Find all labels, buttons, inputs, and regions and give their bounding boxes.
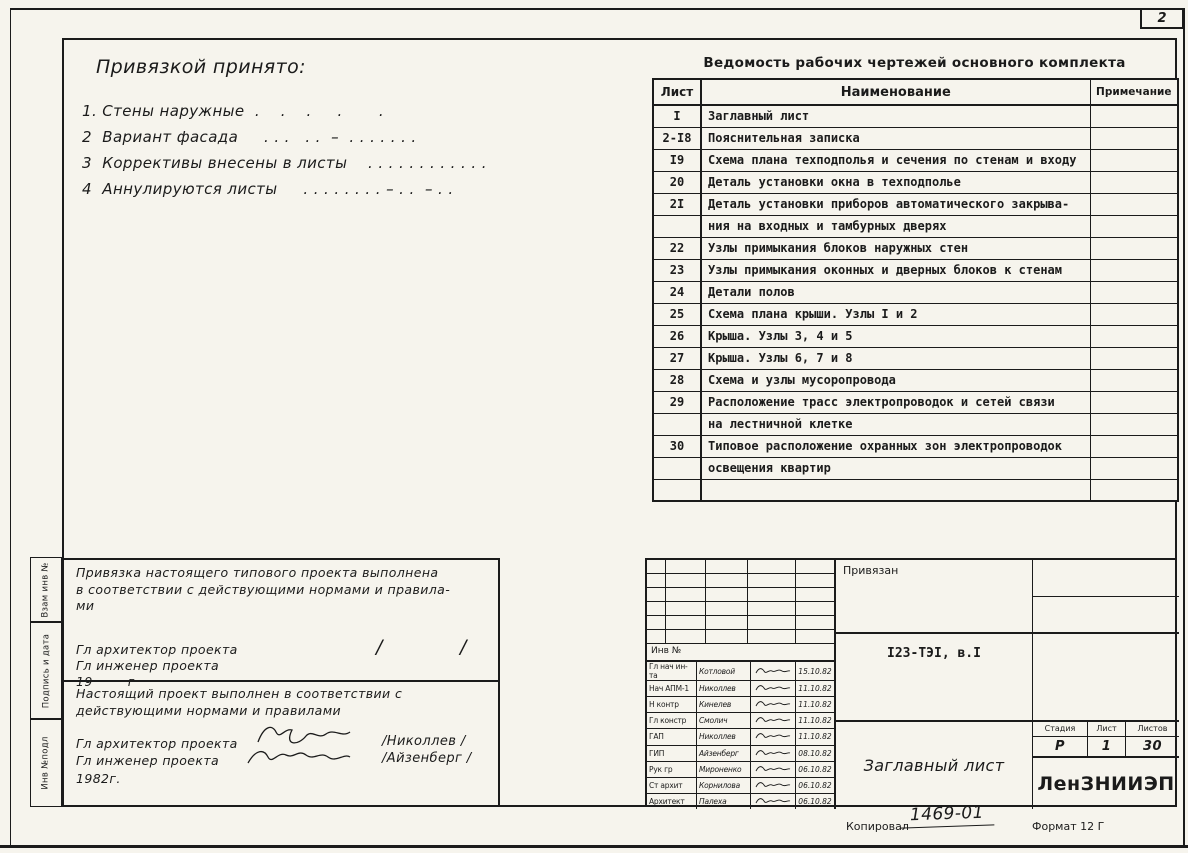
- cell-sheet: I9: [653, 149, 701, 171]
- cell-name: Пояснительная записка: [701, 127, 1090, 149]
- cell-name: Схема плана техподполья и сечения по стенам и входу: [701, 149, 1090, 171]
- cell-name: Детали полов: [701, 281, 1090, 303]
- cell-note: [1090, 303, 1178, 325]
- cell-note: [1090, 105, 1178, 127]
- sheet-number-box: [1140, 8, 1184, 29]
- cell-note: [1090, 435, 1178, 457]
- stamp-signature-row: [647, 794, 834, 809]
- signature-icon: [751, 729, 796, 744]
- table-row: [653, 237, 1178, 259]
- name-label: Палеха: [697, 794, 751, 809]
- cell-note: [1090, 479, 1178, 501]
- cell-name: ния на входных и тамбурных дверях: [701, 215, 1090, 237]
- table-row: [653, 435, 1178, 457]
- role-label: Гл констр: [647, 713, 697, 728]
- name-label: Котловой: [697, 662, 751, 680]
- stage-value-cell: 1: [1088, 737, 1126, 756]
- signature-icon: [751, 713, 796, 728]
- cell-sheet: 22: [653, 237, 701, 259]
- stage-header-cell: Лист: [1088, 722, 1126, 736]
- project-code: I23-ТЭI, в.I: [887, 646, 981, 661]
- cell-name: [701, 479, 1090, 501]
- cell-name: Схема и узлы мусоропровода: [701, 369, 1090, 391]
- signature-icon: [751, 697, 796, 712]
- table-row: [653, 105, 1178, 127]
- doc-number: 1469-01: [900, 802, 995, 828]
- name-label: Смолич: [697, 713, 751, 728]
- cell-note: [1090, 237, 1178, 259]
- name-label: Николлев: [697, 681, 751, 696]
- stamp-signature-row: [647, 762, 834, 778]
- role-label: Н контр: [647, 697, 697, 712]
- table-row: [653, 369, 1178, 391]
- role-label: ГАП: [647, 729, 697, 744]
- stage-header-cell: Листов: [1137, 724, 1168, 733]
- date-label: 11.10.82: [798, 700, 832, 710]
- signature-icon: [751, 662, 796, 680]
- table-row: [653, 457, 1178, 479]
- organization-name: ЛенЗНИИЭП: [1037, 772, 1175, 795]
- date-label: 11.10.82: [798, 732, 832, 742]
- cell-name: на лестничной клетке: [701, 413, 1090, 435]
- name-label: Николлев: [697, 729, 751, 744]
- cell-sheet: 26: [653, 325, 701, 347]
- table-row: [653, 303, 1178, 325]
- stamp-signature-row: [647, 778, 834, 794]
- format-label: Формат 12 Г: [1032, 820, 1105, 833]
- cell-note: [1090, 171, 1178, 193]
- note-item: 1. Стены наружные . . . . .: [82, 102, 385, 120]
- role-label: Ст архит: [647, 778, 697, 793]
- architect-name: /Николлев /: [382, 734, 466, 749]
- role-label: ГИП: [647, 746, 697, 761]
- cell-sheet: [653, 413, 701, 435]
- cell-sheet: 30: [653, 435, 701, 457]
- role-architect-label: Гл архитектор проекта: [76, 642, 238, 657]
- cell-sheet: 24: [653, 281, 701, 303]
- table-row: [653, 281, 1178, 303]
- approval-statement-1: [76, 565, 450, 615]
- register-header-row: [653, 79, 1178, 105]
- role-architect-label: Гл архитектор проекта: [76, 736, 238, 751]
- cell-note: [1090, 127, 1178, 149]
- copied-label: Копировал: [846, 820, 909, 833]
- outer-border-top: [10, 8, 1184, 10]
- cell-sheet: 27: [653, 347, 701, 369]
- table-row: [653, 171, 1178, 193]
- cell-name: Расположение трасс электропроводок и сетей связи: [701, 391, 1090, 413]
- cell-sheet: 29: [653, 391, 701, 413]
- cell-name: Узлы примыкания блоков наружных стен: [701, 237, 1090, 259]
- approval-statement-2: [76, 686, 402, 719]
- stage-header-cell: Стадия: [1033, 722, 1088, 736]
- note-item: 4 Аннулируются листы . . . . . . . . – . . – . .: [82, 180, 454, 198]
- date-label: 11.10.82: [798, 716, 832, 726]
- table-row: [653, 347, 1178, 369]
- pasted-label: Привязан: [843, 564, 899, 577]
- table-row: [653, 149, 1178, 171]
- statement-line: в соответствии с действующими нормами и правила-: [76, 581, 451, 597]
- inventory-label: Инв №: [651, 646, 682, 656]
- signature-icon: [751, 778, 796, 793]
- cell-name: Заглавный лист: [701, 105, 1090, 127]
- cell-note: [1090, 347, 1178, 369]
- register-col-name: Наименование: [701, 79, 1090, 105]
- cell-note: [1090, 413, 1178, 435]
- date-label: 06.10.82: [798, 764, 832, 774]
- stamp-signature-row: [647, 681, 834, 697]
- year-label: 1982г.: [76, 771, 121, 786]
- register-title: Ведомость рабочих чертежей основного комплекта: [703, 55, 1126, 71]
- role-label: Нач АПМ-1: [647, 681, 697, 696]
- side-label-text: Подпись и дата: [41, 633, 52, 708]
- cell-name: Узлы примыкания оконных и дверных блоков к стенам: [701, 259, 1090, 281]
- inventory-row: [647, 644, 834, 662]
- sheet-number: 2: [1157, 11, 1167, 26]
- cell-note: [1090, 391, 1178, 413]
- cell-name: освещения квартир: [701, 457, 1090, 479]
- cell-name: Типовое расположение охранных зон электропроводок: [701, 435, 1090, 457]
- role-label: Рук гр: [647, 762, 697, 777]
- statement-line: Привязка настоящего типового проекта выполнена: [76, 565, 439, 580]
- stage-value-cell: Р: [1033, 737, 1088, 756]
- cell-name: Крыша. Узлы 6, 7 и 8: [701, 347, 1090, 369]
- outer-border-right: [1183, 8, 1185, 846]
- side-label-text: Инв №подл: [41, 736, 51, 790]
- stamp-signature-row: [647, 713, 834, 729]
- notes-title: Привязкой принято:: [96, 56, 306, 78]
- role-label: Гл нач ин-та: [647, 662, 697, 680]
- cell-note: [1090, 325, 1178, 347]
- cell-note: [1090, 259, 1178, 281]
- stamp-divider: [836, 632, 1179, 634]
- side-label-inv-podl: [30, 719, 62, 807]
- table-row: [653, 325, 1178, 347]
- cell-note: [1090, 193, 1178, 215]
- stamp-signature-row: [647, 662, 834, 681]
- stage-values: [1033, 737, 1179, 758]
- date-label: 15.10.82: [798, 666, 832, 676]
- signature-table: [647, 662, 834, 809]
- cell-sheet: [653, 457, 701, 479]
- cell-name: Деталь установки приборов автоматического закрыва-: [701, 193, 1090, 215]
- cell-sheet: 25: [653, 303, 701, 325]
- side-label-vzam-inv: [30, 557, 62, 622]
- note-item: 2 Вариант фасада . . . . . – . . . . . . .: [82, 128, 417, 146]
- name-label: Айзенберг: [697, 746, 751, 761]
- stamp-divider: [1033, 596, 1179, 597]
- statement-line: Настоящий проект выполнен в соответствии с: [76, 686, 403, 701]
- cell-note: [1090, 281, 1178, 303]
- signature-icon: [751, 681, 796, 696]
- note-item: 3 Коррективы внесены в листы . . . . . . . . . . . .: [82, 154, 487, 172]
- signature-slash: /: [460, 636, 467, 658]
- register-col-sheet: Лист: [653, 79, 701, 105]
- cell-sheet: 23: [653, 259, 701, 281]
- name-label: Кинелев: [697, 697, 751, 712]
- table-row: [653, 259, 1178, 281]
- cell-sheet: I: [653, 105, 701, 127]
- divider-line: [64, 680, 498, 682]
- cell-sheet: 28: [653, 369, 701, 391]
- cell-note: [1090, 149, 1178, 171]
- cell-sheet: [653, 479, 701, 501]
- cell-sheet: 2-I8: [653, 127, 701, 149]
- cell-sheet: [653, 215, 701, 237]
- cell-note: [1090, 215, 1178, 237]
- signature-slash: /: [376, 636, 383, 658]
- cell-note: [1090, 369, 1178, 391]
- cell-name: Схема плана крыши. Узлы I и 2: [701, 303, 1090, 325]
- table-row: [653, 479, 1178, 501]
- signature-icon: [751, 794, 796, 809]
- date-label: 06.10.82: [798, 780, 832, 790]
- stamp-signature-row: [647, 746, 834, 762]
- title-block: [645, 558, 1177, 807]
- table-row: [653, 215, 1178, 237]
- table-row: [653, 391, 1178, 413]
- date-label: 06.10.82: [798, 796, 832, 806]
- date-label: 08.10.82: [798, 748, 832, 758]
- role-engineer-label: Гл инженер проекта: [76, 753, 220, 768]
- date-label: 11.10.82: [798, 684, 832, 694]
- name-label: Корнилова: [697, 778, 751, 793]
- notes-list: [82, 98, 487, 202]
- sheet-title: Заглавный лист: [863, 756, 1005, 775]
- role-engineer-label: Гл инженер проекта: [76, 658, 220, 673]
- register-body: [653, 105, 1178, 501]
- register-table: [652, 78, 1179, 502]
- table-row: [653, 193, 1178, 215]
- side-label-podpis-data: [30, 622, 62, 719]
- side-label-text: Взам инв №: [41, 561, 51, 618]
- table-row: [653, 127, 1178, 149]
- table-row: [653, 413, 1178, 435]
- name-label: Мироненко: [697, 762, 751, 777]
- signature-icon: [751, 762, 796, 777]
- stage-value-cell: 30: [1143, 739, 1162, 754]
- approval-block: [62, 558, 500, 807]
- cell-name: Крыша. Узлы 3, 4 и 5: [701, 325, 1090, 347]
- stamp-signature-row: [647, 697, 834, 713]
- cell-note: [1090, 457, 1178, 479]
- cell-sheet: 20: [653, 171, 701, 193]
- register-col-note: Примечание: [1090, 79, 1178, 105]
- outer-border-left: [10, 8, 11, 846]
- role-label: Архитект: [647, 794, 697, 809]
- outer-border-bottom: [0, 845, 1188, 848]
- change-grid: [647, 560, 834, 644]
- stage-header: [1033, 722, 1179, 737]
- cell-name: Деталь установки окна в техподполье: [701, 171, 1090, 193]
- signature-icon: [751, 746, 796, 761]
- cell-sheet: 2I: [653, 193, 701, 215]
- statement-line: ми: [76, 598, 95, 613]
- statement-line: действующими нормами и правилами: [76, 702, 342, 718]
- stamp-signature-row: [647, 729, 834, 745]
- engineer-name: /Айзенберг /: [382, 751, 472, 766]
- signature-icon: [244, 745, 354, 774]
